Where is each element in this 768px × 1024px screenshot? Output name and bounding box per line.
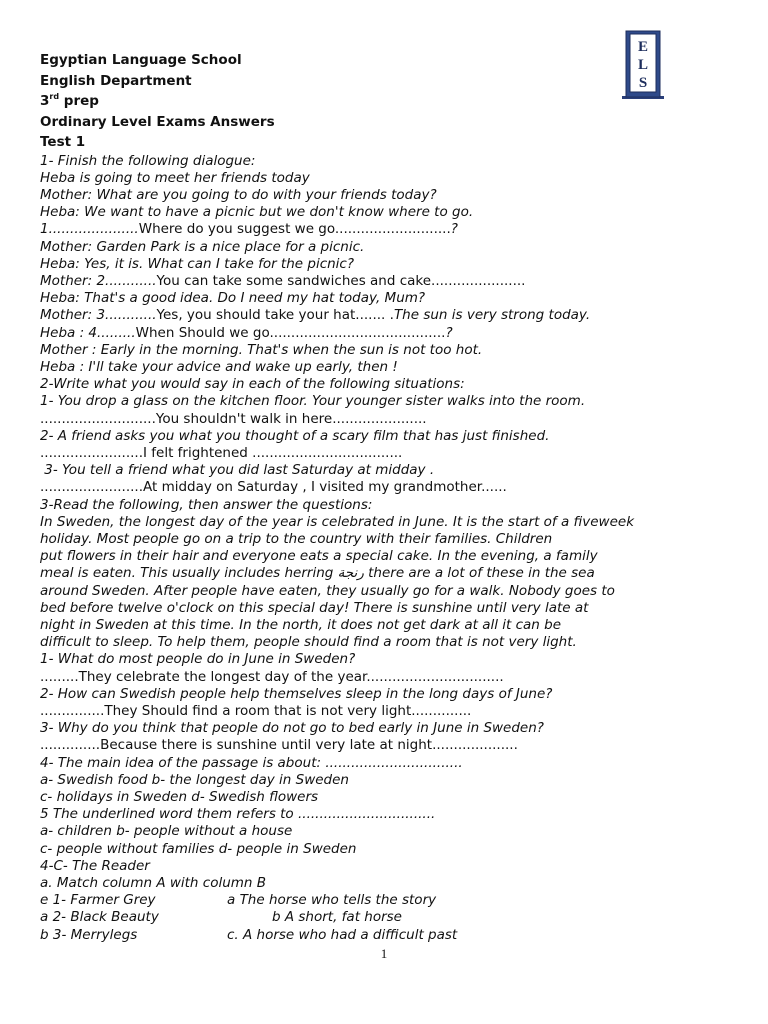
- document-body: [40, 50, 740, 944]
- dialogue-line: Mother: What are you going to do with your friends today?: [40, 186, 437, 203]
- blank-suffix: ?: [450, 221, 458, 238]
- situation-2-answer: ........................I felt frightened ...................................: [40, 444, 403, 461]
- blank-prefix: 1.....................: [40, 221, 139, 238]
- page-number: 1: [380, 946, 388, 961]
- question-5-options: c- people without families d- people in Sweden: [40, 840, 357, 857]
- test-label: Test 1: [40, 134, 86, 150]
- situation-1-answer: ...........................You shouldn't walk in here......................: [40, 410, 427, 427]
- reading-passage: [40, 514, 740, 652]
- logo-letter-l: L: [637, 57, 649, 73]
- column-a-item: a 2- Black Beauty: [40, 909, 159, 926]
- answer-text: Where do you suggest we go...........................: [138, 221, 451, 238]
- passage-line: meal is eaten. This usually includes herring رنجة there are a lot of these in the sea: [40, 565, 595, 582]
- grade-number: 3: [40, 93, 50, 109]
- passage-line: In Sweden, the longest day of the year is celebrated in June. It is the start of a fiveweek: [40, 513, 635, 530]
- q4-heading: 4-C- The Reader: [40, 857, 150, 874]
- dialogue-answer-4: [40, 325, 740, 342]
- question-4: 4- The main idea of the passage is about: ................................: [40, 754, 463, 771]
- q4-instruction: a. Match column A with column B: [40, 875, 267, 892]
- situation-2: 2- A friend asks you what you thought of a scary film that has just finished.: [40, 427, 550, 444]
- passage-line: holiday. Most people go on a trip to the country with their families. Children: [40, 530, 553, 547]
- match-row: [40, 892, 740, 909]
- question-5: 5 The underlined word them refers to ................................: [40, 806, 436, 823]
- blank-suffix: ?: [445, 324, 453, 341]
- passage-line: difficult to sleep. To help them, people should find a room that is not very light.: [40, 634, 577, 651]
- q2-heading: 2-Write what you would say in each of the following situations:: [40, 376, 465, 393]
- dialogue-answer-3: [40, 307, 740, 324]
- dialogue-line: Heba: We want to have a picnic but we don't know where to go.: [40, 204, 474, 221]
- column-a-item: e 1- Farmer Grey: [40, 892, 156, 909]
- grade-suffix: rd: [49, 92, 60, 101]
- blank-prefix: Mother: 3............: [40, 307, 157, 324]
- logo-letter-e: E: [637, 39, 649, 55]
- grade-line: [40, 91, 740, 112]
- column-b-item: a The horse who tells the story: [227, 892, 437, 909]
- question-3: 3- Why do you think that people do not go to bed early in June in Sweden?: [40, 720, 544, 737]
- answer-3: ..............Because there is sunshine until very late at night....................: [40, 737, 518, 754]
- passage-line: around Sweden. After people have eaten, they usually go for a walk. Nobody goes to: [40, 582, 615, 599]
- answer-2: ...............They Should find a room that is not very light..............: [40, 703, 472, 719]
- answer-text: You can take some sandwiches and cake......................: [156, 272, 526, 289]
- question-4-options: a- Swedish food b- the longest day in Sweden: [40, 771, 349, 788]
- question-1: 1- What do most people do in June in Sweden?: [40, 651, 356, 668]
- column-a-item: b 3- Merrylegs: [40, 926, 138, 943]
- situation-1: 1- You drop a glass on the kitchen floor. Your younger sister walks into the room.: [40, 393, 586, 410]
- column-b-item: b A short, fat horse: [272, 909, 402, 926]
- dialogue-line: Heba : I'll take your advice and wake up early, then !: [40, 358, 398, 375]
- dialogue-line: Heba: That's a good idea. Do I need my hat today, Mum?: [40, 290, 426, 307]
- answer-text: Yes, you should take your hat....... .: [156, 307, 394, 324]
- passage-line: bed before twelve o'clock on this special day! There is sunshine until very late at: [40, 599, 589, 616]
- match-row: [40, 909, 740, 926]
- column-b-item: c. A horse who had a difficult past: [227, 926, 458, 943]
- passage-line: night in Sweden at this time. In the north, it does not get dark at all it can be: [40, 616, 562, 633]
- q3-heading: 3-Read the following, then answer the questions:: [40, 496, 373, 513]
- blank-prefix: Heba : 4.........: [40, 324, 136, 341]
- grade-word: prep: [59, 93, 99, 109]
- answer-1: .........They celebrate the longest day of the year................................: [40, 668, 504, 685]
- match-row: [40, 927, 740, 944]
- blank-prefix: Mother: 2............: [40, 272, 157, 289]
- dialogue-line: Mother: Garden Park is a nice place for a picnic.: [40, 238, 365, 255]
- dialogue-line: Mother : Early in the morning. That's when the sun is not too hot.: [40, 341, 483, 358]
- q1-heading: 1- Finish the following dialogue:: [40, 152, 256, 169]
- situation-3-answer: ........................At midday on Saturday , I visited my grandmother......: [40, 479, 507, 496]
- question-4-options: c- holidays in Sweden d- Swedish flowers: [40, 789, 319, 806]
- q1-intro: Heba is going to meet her friends today: [40, 169, 310, 186]
- answer-text: When Should we go.........................................: [135, 324, 446, 341]
- logo-letter-s: S: [638, 75, 648, 91]
- blank-suffix: The sun is very strong today.: [393, 307, 591, 324]
- situation-3: 3- You tell a friend what you did last Saturday at midday .: [40, 462, 435, 479]
- department-name: English Department: [40, 72, 192, 89]
- dialogue-answer-2: [40, 273, 740, 290]
- document-title: Ordinary Level Exams Answers: [40, 113, 275, 130]
- dialogue-line: Heba: Yes, it is. What can I take for the picnic?: [40, 255, 355, 272]
- passage-line: put flowers in their hair and everyone eats a special cake. In the evening, a family: [40, 548, 598, 565]
- school-name: Egyptian Language School: [40, 52, 242, 68]
- question-2: 2- How can Swedish people help themselves sleep in the long days of June?: [40, 685, 553, 702]
- question-5-options: a- children b- people without a house: [40, 823, 293, 840]
- dialogue-answer-1: [40, 221, 740, 238]
